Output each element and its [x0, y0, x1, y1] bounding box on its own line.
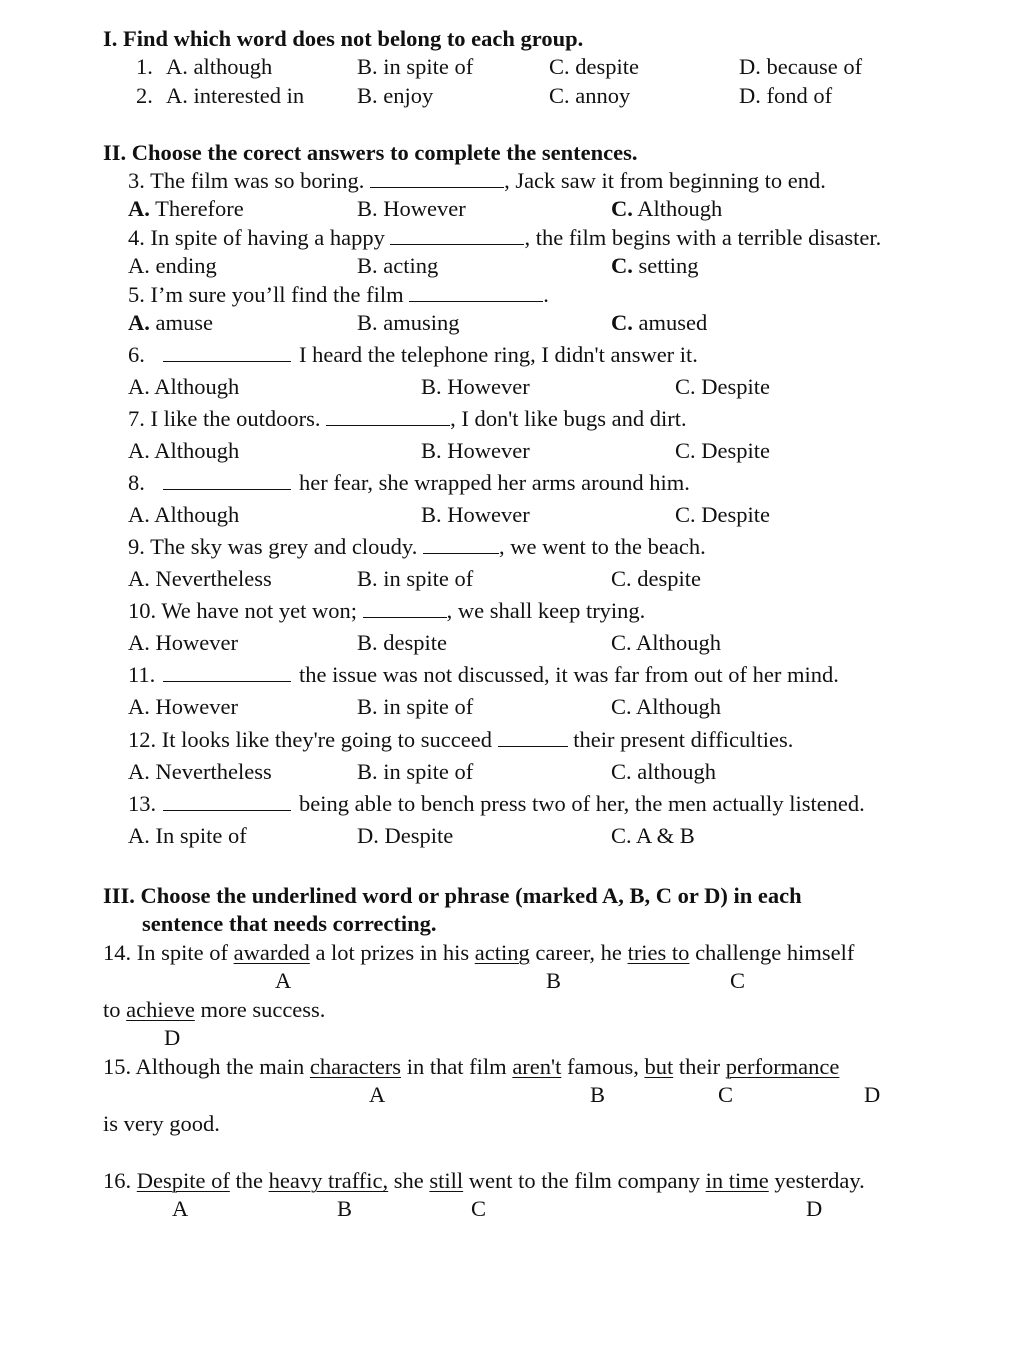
- question-15-cont: is very good.: [103, 1111, 220, 1136]
- underlined-a: awarded: [233, 940, 310, 965]
- answer-blank: [370, 170, 504, 188]
- section-2-heading: II. Choose the corect answers to complete the sentences.: [103, 140, 638, 165]
- answer-blank-wrap: [163, 664, 291, 687]
- question-text-end: , we shall keep trying.: [446, 598, 646, 623]
- text: the: [229, 1168, 269, 1193]
- question-7: [128, 408, 687, 431]
- answer-blank: [409, 284, 543, 302]
- option-a: A. although: [166, 54, 273, 79]
- option-a: A. interested in: [166, 83, 305, 108]
- underlined-c: tries to: [627, 940, 690, 965]
- option-c: C. Although: [611, 630, 722, 655]
- label-d: D: [806, 1196, 823, 1221]
- option-b: B. in spite of: [357, 566, 474, 591]
- option-a: A. Although: [128, 438, 240, 463]
- option-a: A. However: [128, 630, 238, 655]
- option-c: C. A & B: [611, 823, 695, 848]
- question-text-end: their present difficulties.: [567, 727, 794, 752]
- underlined-c: still: [429, 1168, 464, 1193]
- option-c: C. although: [611, 759, 716, 784]
- question-9: [128, 536, 706, 559]
- text: to: [103, 997, 127, 1022]
- answer-blank: [163, 472, 291, 490]
- question-text: 7. I like the outdoors.: [128, 406, 327, 431]
- section-3-heading: III. Choose the underlined word or phrase (marked A, B, C or D) in each: [103, 883, 802, 908]
- underlined-b: aren't: [512, 1054, 562, 1079]
- underlined-b: heavy traffic,: [268, 1168, 389, 1193]
- text: 16.: [103, 1168, 137, 1193]
- label-c: C: [718, 1082, 734, 1107]
- answer-blank-wrap: [163, 344, 291, 367]
- text: went to the film company: [463, 1168, 706, 1193]
- option-b: B. in spite of: [357, 54, 474, 79]
- option-c: C. amused: [611, 310, 708, 335]
- label-b: B: [337, 1196, 353, 1221]
- question-12: [128, 729, 793, 752]
- option-c: C. annoy: [549, 83, 631, 108]
- question-14-cont: [103, 999, 325, 1022]
- option-b: B. However: [421, 502, 530, 527]
- question-text-end: , Jack saw it from beginning to end.: [504, 168, 826, 193]
- underlined-d: in time: [705, 1168, 769, 1193]
- answer-blank: [363, 600, 447, 618]
- question-text: 12. It looks like they're going to succeed: [128, 727, 498, 752]
- option-d: D. because of: [739, 54, 863, 79]
- question-number: 11.: [128, 662, 156, 687]
- option-c: C. setting: [611, 253, 699, 278]
- answer-blank: [326, 408, 450, 426]
- option-c: C. Despite: [675, 502, 770, 527]
- label-c: C: [730, 968, 746, 993]
- option-a: A. amuse: [128, 310, 213, 335]
- label-d: D: [164, 1025, 181, 1050]
- text: 14. In spite of: [103, 940, 234, 965]
- question-16: [103, 1170, 865, 1193]
- underlined-c: but: [644, 1054, 674, 1079]
- question-10: [128, 600, 645, 623]
- label-a: A: [172, 1196, 189, 1221]
- answer-blank: [163, 344, 291, 362]
- option-b: D. Despite: [357, 823, 454, 848]
- option-a: A. Although: [128, 502, 240, 527]
- text: their: [673, 1054, 726, 1079]
- text: 15. Although the main: [103, 1054, 310, 1079]
- option-a: A. However: [128, 694, 238, 719]
- option-d: D. fond of: [739, 83, 833, 108]
- option-b: B. in spite of: [357, 694, 474, 719]
- option-b: B. However: [357, 196, 466, 221]
- label-a: A: [275, 968, 292, 993]
- question-text: 5. I’m sure you’ll find the film: [128, 282, 410, 307]
- option-b: B. However: [421, 374, 530, 399]
- option-b: B. acting: [357, 253, 439, 278]
- answer-blank: [498, 729, 568, 747]
- option-b: B. amusing: [357, 310, 460, 335]
- label-b: B: [590, 1082, 606, 1107]
- option-c: C. Although: [611, 694, 722, 719]
- question-text: being able to bench press two of her, the men actually listened.: [299, 791, 865, 816]
- option-a: A. Although: [128, 374, 240, 399]
- text: career, he: [529, 940, 628, 965]
- option-b: B. despite: [357, 630, 447, 655]
- option-b: B. enjoy: [357, 83, 434, 108]
- question-text: I heard the telephone ring, I didn't answer it.: [299, 342, 698, 367]
- question-14: [103, 942, 854, 965]
- answer-blank-wrap: [163, 472, 291, 495]
- question-text: 9. The sky was grey and cloudy.: [128, 534, 423, 559]
- text: yesterday.: [768, 1168, 865, 1193]
- question-5: [128, 284, 549, 307]
- section-3-heading-cont: sentence that needs correcting.: [142, 911, 437, 936]
- underlined-d: performance: [725, 1054, 840, 1079]
- text: more success.: [194, 997, 326, 1022]
- option-a: A. ending: [128, 253, 217, 278]
- option-a: A. Nevertheless: [128, 759, 272, 784]
- text: she: [388, 1168, 430, 1193]
- answer-blank: [163, 793, 291, 811]
- question-4: [128, 227, 881, 250]
- item-number: 2.: [136, 83, 153, 108]
- question-text: her fear, she wrapped her arms around him.: [299, 470, 690, 495]
- option-a: A. Nevertheless: [128, 566, 272, 591]
- item-number: 1.: [136, 54, 153, 79]
- answer-blank: [163, 664, 291, 682]
- option-c: C. Despite: [675, 374, 770, 399]
- question-text: 3. The film was so boring.: [128, 168, 371, 193]
- question-15: [103, 1056, 839, 1079]
- answer-blank: [390, 227, 524, 245]
- option-c: C. Although: [611, 196, 723, 221]
- question-text-end: .: [543, 282, 549, 307]
- text: famous,: [561, 1054, 645, 1079]
- question-number: 13.: [128, 791, 157, 816]
- answer-blank-wrap: [163, 793, 291, 816]
- option-a: A. Therefore: [128, 196, 244, 221]
- option-c: C. Despite: [675, 438, 770, 463]
- question-number: 8.: [128, 470, 145, 495]
- option-b: B. However: [421, 438, 530, 463]
- label-c: C: [471, 1196, 487, 1221]
- question-text-end: , I don't like bugs and dirt.: [450, 406, 687, 431]
- question-text-end: , the film begins with a terrible disaster.: [524, 225, 882, 250]
- question-text-end: , we went to the beach.: [498, 534, 706, 559]
- label-a: A: [369, 1082, 386, 1107]
- text: challenge himself: [689, 940, 855, 965]
- underlined-a: Despite of: [136, 1168, 230, 1193]
- option-c: C. despite: [549, 54, 639, 79]
- question-text: 10. We have not yet won;: [128, 598, 363, 623]
- section-1-heading: I. Find which word does not belong to each group.: [103, 26, 584, 51]
- text: in that film: [401, 1054, 513, 1079]
- question-text: the issue was not discussed, it was far from out of her mind.: [299, 662, 839, 687]
- text: a lot prizes in his: [309, 940, 475, 965]
- answer-blank: [423, 536, 499, 554]
- option-b: B. in spite of: [357, 759, 474, 784]
- question-text: 4. In spite of having a happy: [128, 225, 391, 250]
- option-a: A. In spite of: [128, 823, 247, 848]
- underlined-d: achieve: [126, 997, 195, 1022]
- question-number: 6.: [128, 342, 145, 367]
- label-b: B: [546, 968, 562, 993]
- option-c: C. despite: [611, 566, 701, 591]
- label-d: D: [864, 1082, 881, 1107]
- question-3: [128, 170, 826, 193]
- underlined-b: acting: [474, 940, 530, 965]
- underlined-a: characters: [309, 1054, 402, 1079]
